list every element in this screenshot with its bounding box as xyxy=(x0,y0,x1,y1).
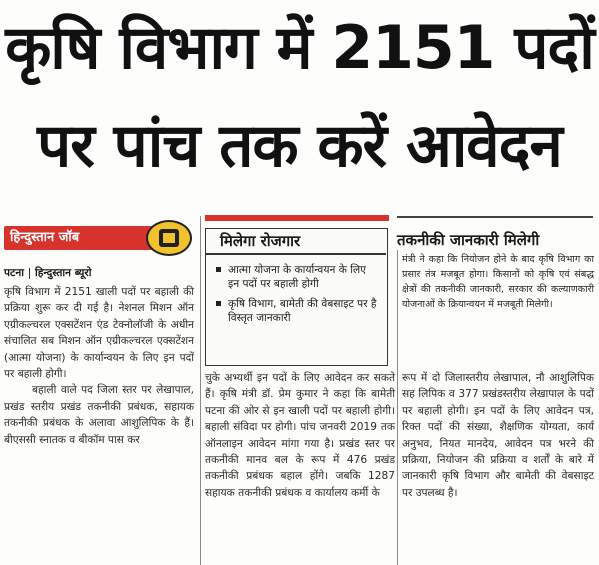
dateline-city: पटना xyxy=(4,267,24,279)
column-divider xyxy=(200,216,201,565)
sidebar-title: मिलेगा रोजगार xyxy=(220,232,301,250)
col3-paragraph-1: मंत्री ने कहा कि नियोजन होने के बाद कृषि विभाग का प्रसार तंत्र मजबूत होगा। किसानों को कृषि एवं संबद्ध क्षेत्रों की तकनीकी जानकारी, सरकार की कल्याणकारी योजनाओं के क्रियान्वयन में मजबूती मिलेगी। xyxy=(402,254,594,310)
briefcase-logo-icon xyxy=(146,220,192,256)
headline-line-1: कृषि विभाग में 2151 पदों xyxy=(5,13,594,83)
sidebar-list xyxy=(216,263,380,331)
dateline xyxy=(4,266,92,280)
column-divider xyxy=(397,250,398,565)
sidebar-box xyxy=(205,228,388,366)
subhead-technical: तकनीकी जानकारी मिलेगी xyxy=(397,231,540,249)
article-column-3-top xyxy=(402,252,594,312)
headline-line-2: पर पांच तक करें आवेदन xyxy=(37,111,562,181)
brand-label: हिन्दुस्तान जॉब xyxy=(4,226,154,250)
col3-paragraph-2: रूप में दो जिलास्तरीय लेखापाल, नौ आशुलिपिक सह लिपिक व 377 प्रखंडस्तरीय लेखापाल के पदों पर बहाली होगी। इन पदों के लिए आवेदन पत्र, रिक्त पदों की संख्या, शैक्षणिक योग्यता, कार्य अनुभव, नियत मानदेय, आवेदन पत्र भरने की प्रक्रिया, नियोजन की प्रक्रिया व शर्तों के बारे में जानकारी कृषि विभाग और बामेती की वेबसाइट पर उपलब्ध है। xyxy=(402,372,594,499)
box-rule xyxy=(206,253,386,255)
col2-paragraph-1: चुके अभ्यर्थी इन पदों के लिए आवेदन कर सकते हैं। कृषि मंत्री डॉ. प्रेम कुमार ने कहा कि बामेती पटना की ओर से इन खाली पदों पर बहाली होगी। बहाली संविदा पर होगी। पांच जनवरी 2019 तक ऑनलाइन आवेदन मांगा गया है। प्रखंड स्तर पर तकनीकी मानव बल के रूप में 476 प्रखंड तकनीकी प्रबंधक बहाल होंगे। जबकि 1287 सहायक तकनीकी प्रबंधक व कार्यालय कर्मी के xyxy=(205,372,395,499)
column-rule xyxy=(397,216,593,218)
col1-paragraph-1: कृषि विभाग में 2151 खाली पदों पर बहाली की प्रक्रिया शुरू कर दी गई है। नेशनल मिशन ऑन एग्रीकल्चरल एक्सटेंशन एंड टेक्नोलॉजी के अधीन संचालित सब मिशन ऑन एग्रीकल्चरल एक्सटेंशन (आत्मा योजना) के कार्यान्वयन के लिए इन पदों पर बहाली होगी। xyxy=(4,286,194,381)
article-column-1 xyxy=(4,284,194,448)
sidebar-item: कृषि विभाग, बामेती की वेबसाइट पर है विस्तृत जानकारी xyxy=(216,297,380,325)
sidebar-item: आत्मा योजना के कार्यान्वयन के लिए इन पदों पर बहाली होगी xyxy=(216,263,380,291)
dateline-source: हिन्दुस्तान ब्यूरो xyxy=(34,267,92,279)
article-column-2 xyxy=(205,370,395,501)
article-column-3 xyxy=(402,370,594,501)
col1-paragraph-2: बहाली वाले पद जिला स्तर पर लेखापाल, प्रखंड स्तरीय प्रखंड तकनीकी प्रबंधक, सहायक तकनीकी प्रबंधक के अलावा आशुलिपिक के हैं। बीएससी स्नातक व बीकॉम पास कर xyxy=(4,384,194,446)
box-accent-bar xyxy=(205,215,389,221)
brand-badge xyxy=(4,220,200,252)
